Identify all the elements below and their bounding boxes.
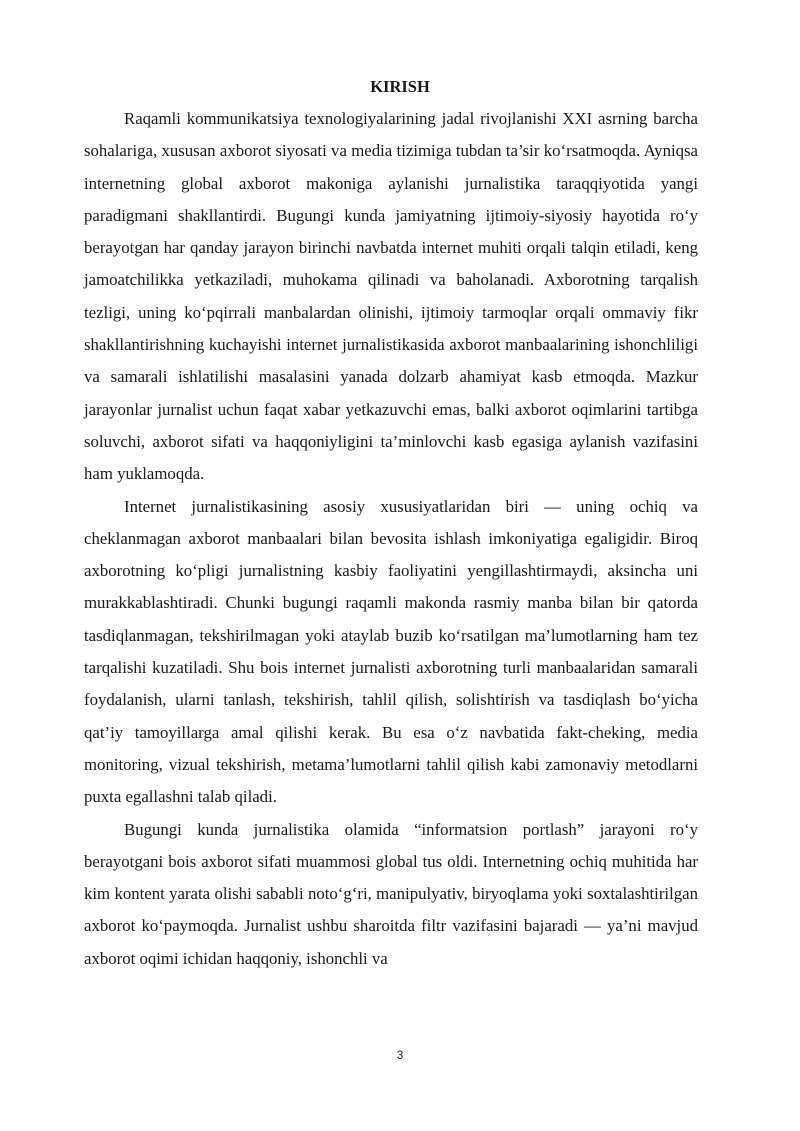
paragraph-2: Internet jurnalistikasining asosiy xususiyatlaridan biri — uning ochiq va cheklanmagan axborot manbaalari bilan bevosita ishlash imkoniyatiga egaligidir. Biroq axborotning ko‘pligi jurnalistning kasbiy faoliyatini yengillashtirmaydi, aksincha uni murakkablashtiradi. Chunki bugungi raqamli makonda rasmiy manba bilan bir qatorda tasdiqlanmagan, tekshirilmagan yoki ataylab buzib ko‘rsatilgan ma’lumotlarning ham tez tarqalishi kuzatiladi. Shu bois internet jurnalisti axborotning turli manbaalaridan samarali foydalanish, ularni tanlash, tekshirish, tahlil qilish, solishtirish va tasdiqlash bo‘yicha qat’iy tamoyillarga amal qilishi kerak. Bu esa o‘z navbatida fakt-cheking, media monitoring, vizual tekshirish, metama’lumotlarni tahlil qilish kabi zamonaviy metodlarni puxta egallashni talab qiladi. xyxy=(84,496,698,807)
page-number: 3 xyxy=(396,1048,404,1062)
paragraph-1: Raqamli kommunikatsiya texnologiyalarining jadal rivojlanishi XXI asrning barcha sohalariga, xususan axborot siyosati va media tizimiga tubdan ta’sir ko‘rsatmoqda. Ayniqsa internetning global axborot makoniga aylanishi jurnalistika taraqqiyotida yangi paradigmani shakllantirdi. Bugungi kunda jamiyatning ijtimoiy-siyosiy hayotida ro‘y berayotgan har qanday jarayon birinchi navbatda internet muhiti orqali talqin etiladi, keng jamoatchilikka yetkaziladi, muhokama qilinadi va baholanadi. Axborotning tarqalish tezligi, uning ko‘pqirrali manbalardan olinishi, ijtimoiy tarmoqlar orqali ommaviy fikr shakllantirishning kuchayishi internet jurnalistikasida axborot manbaalarining ishonchliligi va samarali ishlatilishi masalasini yanada dolzarb ahamiyat kasb etmoqda. Mazkur jarayonlar jurnalist uchun faqat xabar yetkazuvchi emas, balki axborot oqimlarini tartibga soluvchi, axborot sifati va haqqoniyligini ta’minlovchi kasb egasiga aylanish vazifasini ham yuklamoqda. xyxy=(84,109,698,484)
page-title: KIRISH xyxy=(370,77,430,96)
paragraph-3: Bugungi kunda jurnalistika olamida “informatsion portlash” jarayoni ro‘y berayotgani bois axborot sifati muammosi global tus oldi. Internetning ochiq muhitida har kim kontent yarata olishi sababli noto‘g‘ri, manipulyativ, biryoqlama yoki soxtalashtirilgan axborot ko‘paymoqda. Jurnalist ushbu sharoitda filtr vazifasini bajaradi — ya’ni mavjud axborot oqimi ichidan haqqoniy, ishonchli va xyxy=(84,819,698,968)
document-body xyxy=(84,103,698,975)
